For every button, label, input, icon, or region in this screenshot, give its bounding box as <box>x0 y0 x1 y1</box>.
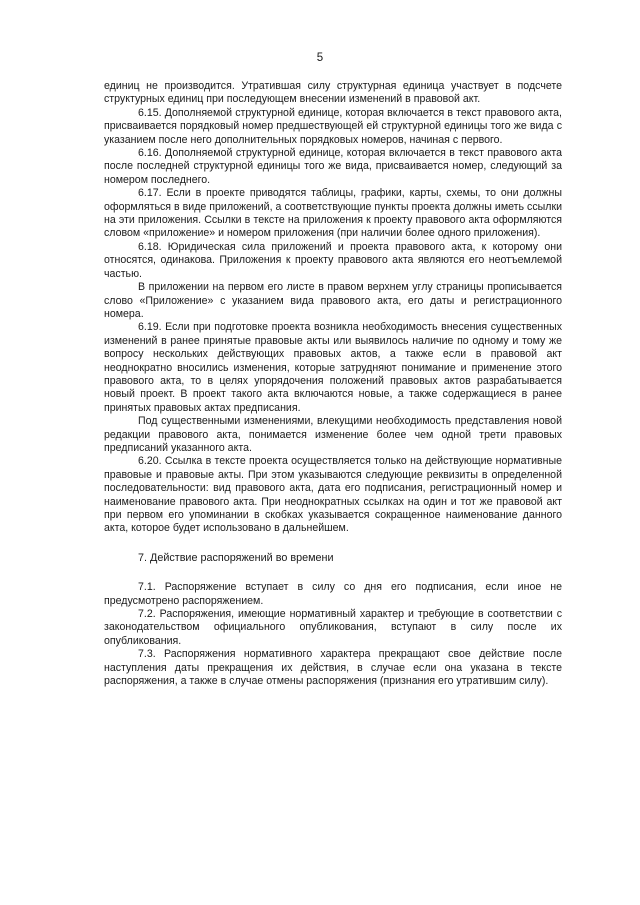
paragraph: 6.15. Дополняемой структурной единице, которая включается в текст правового акта, присваивается порядковый номер предшествующей ей структурной единицы того же вида с указанием после него дополнительных порядковых номеров, начиная с первого. <box>104 106 562 146</box>
document-body <box>104 80 562 688</box>
paragraph: единиц не производится. Утратившая силу структурная единица участвует в подсчете структурных единиц при последующем внесении изменений в правовой акт. <box>104 80 562 106</box>
paragraph: Под существенными изменениями, влекущими необходимость представления новой редакции правового акта, понимается изменение более чем одной трети правовых предписаний указанного акта. <box>104 415 562 454</box>
paragraph: 7.2. Распоряжения, имеющие нормативный характер и требующие в соответствии с законодательством официального опубликования, вступают в силу после их опубликования. <box>104 608 562 647</box>
paragraph: 6.17. Если в проекте приводятся таблицы, графики, карты, схемы, то они должны оформляться в виде приложений, а соответствующие пункты проекта должны иметь ссылки на эти приложения. Ссылки в тексте на приложения к проекту правового акта оформляются словом «приложение» и номером приложения (при наличии более одного приложения). <box>104 187 562 240</box>
section-heading: 7. Действие распоряжений во времени <box>138 551 334 564</box>
paragraph: 6.19. Если при подготовке проекта возникла необходимость внесения существенных изменений в ранее принятые правовые акты или выявилось наличие по одному и тому же вопросу нескольких действующих правовых актов, а также если в правовой акт неоднократно вносились изменения, которые затрудняют понимание и применение этого правового акта, то в целях упорядочения положений правовых актов разрабатывается новый проект. В проект такого акта включаются новые, а также содержащиеся в ранее принятых правовых актах предписания. <box>104 321 562 414</box>
paragraph: 7.1. Распоряжение вступает в силу со дня его подписания, если иное не предусмотрено распоряжением. <box>104 581 562 607</box>
paragraph: 6.16. Дополняемой структурной единице, которая включается в текст правового акта после последней структурной единицы того же вида, присваивается номер, следующий за номером последнего. <box>104 147 562 186</box>
paragraph: 7.3. Распоряжения нормативного характера прекращают свое действие после наступления даты прекращения их действия, в случае если она указана в тексте распоряжения, а также в случае отмены распоряжения (признания его утратившим силу). <box>104 648 562 688</box>
paragraph: В приложении на первом его листе в правом верхнем углу страницы прописывается слово «Приложение» с указанием вида правового акта, его даты и регистрационного номера. <box>104 281 562 320</box>
paragraph: 6.18. Юридическая сила приложений и проекта правового акта, к которому они относятся, одинакова. Приложения к проекту правового акта являются его неотъемлемой частью. <box>104 240 562 280</box>
page-number: 5 <box>316 52 324 64</box>
paragraph-group-section-7 <box>104 581 562 688</box>
paragraph-group-section-6 <box>104 80 562 536</box>
paragraph: 6.20. Ссылка в тексте проекта осуществляется только на действующие нормативные правовые и правовые акты. При этом указываются следующие реквизиты в определенной последовательности: вид правового акта, дата его подписания, регистрационный номер и наименование правового акта. При неоднократных ссылках на один и тот же правовой акт при первом его упоминании в скобках указывается сокращенное наименование данного акта, которое будет использовано в дальнейшем. <box>104 455 562 535</box>
